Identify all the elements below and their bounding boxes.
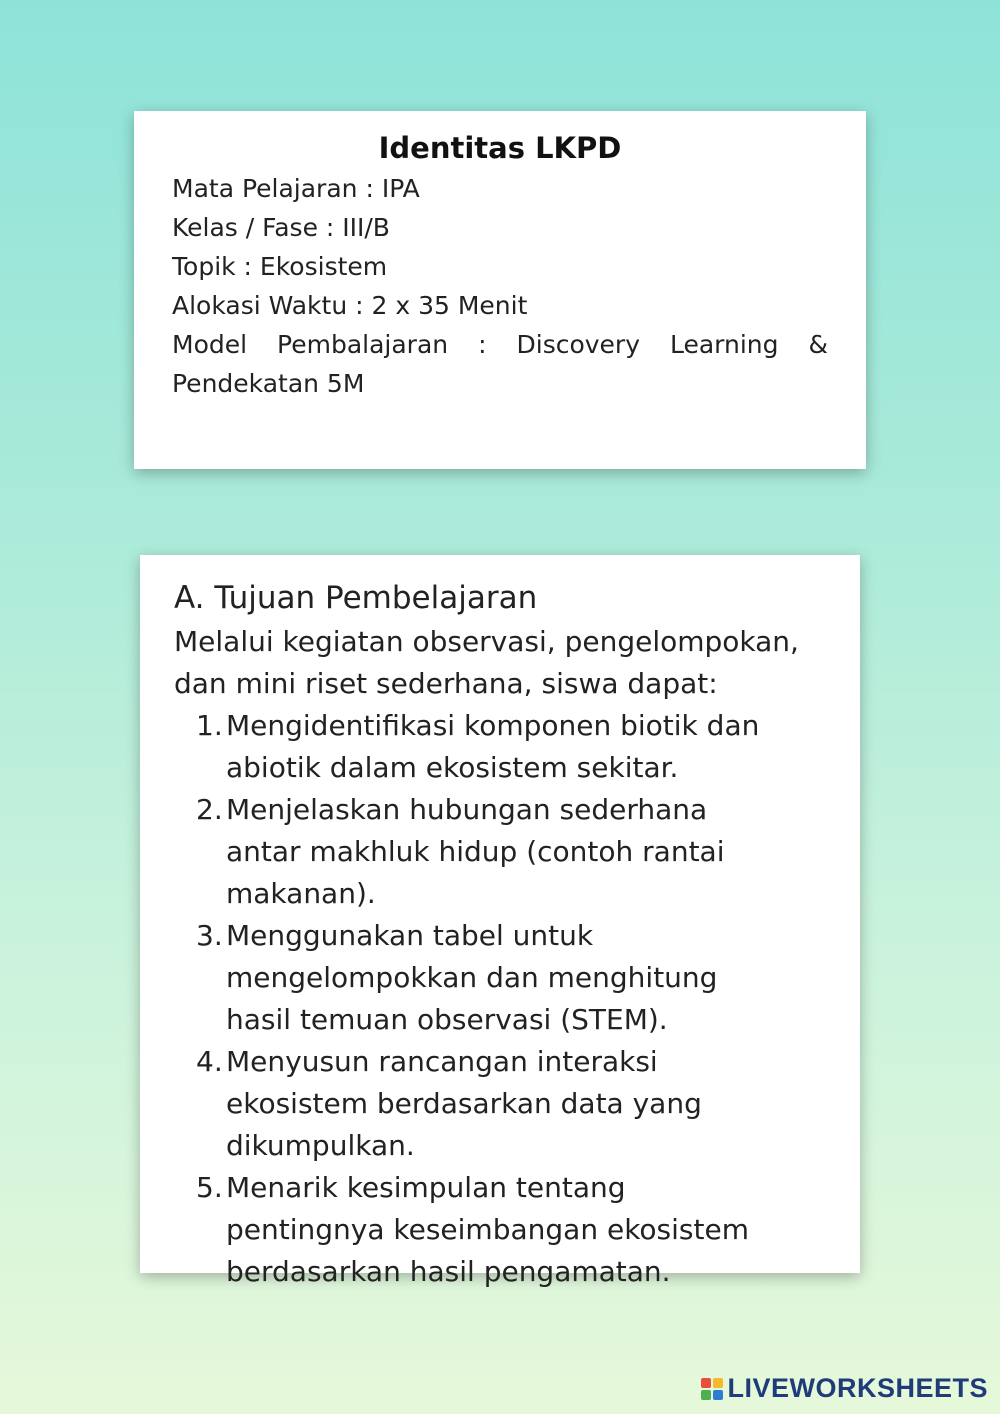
goal-number: 4. xyxy=(196,1045,223,1078)
logo-square-yellow xyxy=(713,1378,723,1388)
identity-card xyxy=(134,111,866,469)
goal-item xyxy=(174,915,830,1041)
goal-text: Menjelaskan hubungan sederhana antar makhluk hidup (contoh rantai makanan). xyxy=(226,793,725,910)
identity-subject: Mata Pelajaran : IPA xyxy=(172,174,420,203)
identity-learning-model: Model Pembalajaran : Discovery Learning & xyxy=(172,330,828,359)
identity-title: Identitas LKPD xyxy=(378,131,622,165)
goal-text: Menarik kesimpulan tentang pentingnya keseimbangan ekosistem berdasarkan hasil pengamatan. xyxy=(226,1171,749,1288)
logo-square-green xyxy=(701,1390,711,1400)
goal-item xyxy=(174,789,830,915)
liveworksheets-wordmark: LIVEWORKSHEETS xyxy=(727,1373,988,1403)
goal-number: 5. xyxy=(196,1171,223,1204)
goals-list xyxy=(174,705,830,1293)
goal-text: Menggunakan tabel untuk mengelompokkan dan menghitung hasil temuan observasi (STEM). xyxy=(226,919,718,1036)
identity-learning-model-cont: Pendekatan 5M xyxy=(172,369,365,398)
goal-item xyxy=(174,1041,830,1167)
identity-class-phase: Kelas / Fase : III/B xyxy=(172,213,390,242)
goals-heading: A. Tujuan Pembelajaran xyxy=(174,580,538,616)
logo-square-red xyxy=(701,1378,711,1388)
goal-text: Menyusun rancangan interaksi ekosistem berdasarkan data yang dikumpulkan. xyxy=(226,1045,702,1162)
goal-number: 2. xyxy=(196,793,223,826)
goal-number: 1. xyxy=(196,709,223,742)
goal-text: Mengidentifikasi komponen biotik dan abiotik dalam ekosistem sekitar. xyxy=(226,709,760,784)
goal-item xyxy=(174,705,830,789)
logo-square-blue xyxy=(713,1390,723,1400)
liveworksheets-logo-icon xyxy=(701,1378,723,1400)
identity-topic: Topik : Ekosistem xyxy=(172,252,388,281)
goals-intro: Melalui kegiatan observasi, pengelompokan, dan mini riset sederhana, siswa dapat: xyxy=(174,625,799,700)
goal-item xyxy=(174,1167,830,1293)
liveworksheets-brand[interactable] xyxy=(701,1373,988,1404)
goal-number: 3. xyxy=(196,919,223,952)
learning-goals-card xyxy=(140,555,860,1288)
identity-time-allocation: Alokasi Waktu : 2 x 35 Menit xyxy=(172,291,528,320)
